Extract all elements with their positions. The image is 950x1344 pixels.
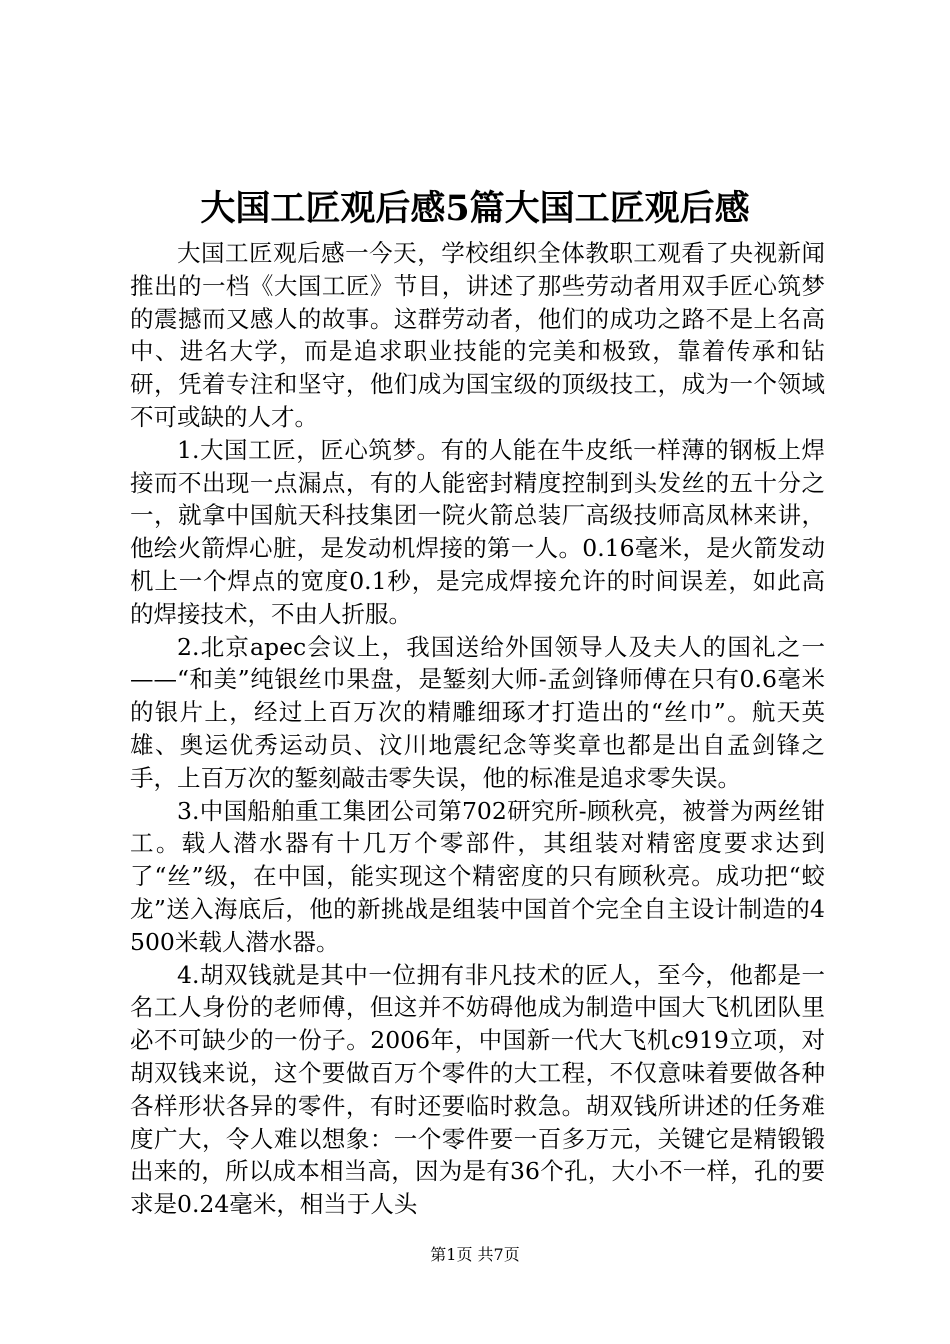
page-number-footer: 第1页 共7页 (430, 1245, 520, 1264)
paragraph-item-2: 2.北京apec会议上，我国送给外国领导人及夫人的国礼之一——“和美”纯银丝巾果盘，是錾刻大师-孟剑锋师傅在只有0.6毫米的银片上，经过上百万次的精雕细琢才打造出的“丝巾”。航天英雄、奥运优秀运动员、汶川地震纪念等奖章也都是出自孟剑锋之手，上百万次的錾刻敲击零失误，他的标准是追求零失误。 (130, 632, 825, 792)
document-title: 大国工匠观后感5篇大国工匠观后感 (200, 188, 750, 229)
paragraph-item-1: 1.大国工匠，匠心筑梦。有的人能在牛皮纸一样薄的钢板上焊接而不出现一点漏点，有的人能密封精度控制到头发丝的五十分之一，就拿中国航天科技集团一院火箭总装厂高级技师高凤林来讲，他绘火箭焊心脏，是发动机焊接的第一人。0.16毫米，是火箭发动机上一个焊点的宽度0.1秒，是完成焊接允许的时间误差，如此高的焊接技术，不由人折服。 (130, 435, 825, 628)
document-body (130, 237, 825, 1221)
paragraph-item-4: 4.胡双钱就是其中一位拥有非凡技术的匠人，至今，他都是一名工人身份的老师傅，但这并不妨碍他成为制造中国大飞机团队里必不可缺少的一份子。2006年，中国新一代大飞机c919立项，对胡双钱来说，这个要做百万个零件的大工程，不仅意味着要做各种各样形状各异的零件，有时还要临时救急。胡双钱所讲述的任务难度广大，令人难以想象：一个零件要一百多万元，关键它是精锻锻出来的，所以成本相当高，因为是有36个孔，大小不一样，孔的要求是0.24毫米，相当于人头 (130, 960, 825, 1219)
paragraph-item-3: 3.中国船舶重工集团公司第702研究所-顾秋亮，被誉为两丝钳工。载人潜水器有十几万个零部件，其组装对精密度要求达到了“丝”级，在中国，能实现这个精密度的只有顾秋亮。成功把“蛟龙”送入海底后，他的新挑战是组装中国首个完全自主设计制造的4500米载人潜水器。 (130, 796, 825, 956)
paragraph-intro: 大国工匠观后感一今天，学校组织全体教职工观看了央视新闻推出的一档《大国工匠》节目，讲述了那些劳动者用双手匠心筑梦的震撼而又感人的故事。这群劳动者，他们的成功之路不是上名高中、进名大学，而是追求职业技能的完美和极致，靠着传承和钻研，凭着专注和坚守，他们成为国宝级的顶级技工，成为一个领域不可或缺的人才。 (130, 239, 825, 431)
